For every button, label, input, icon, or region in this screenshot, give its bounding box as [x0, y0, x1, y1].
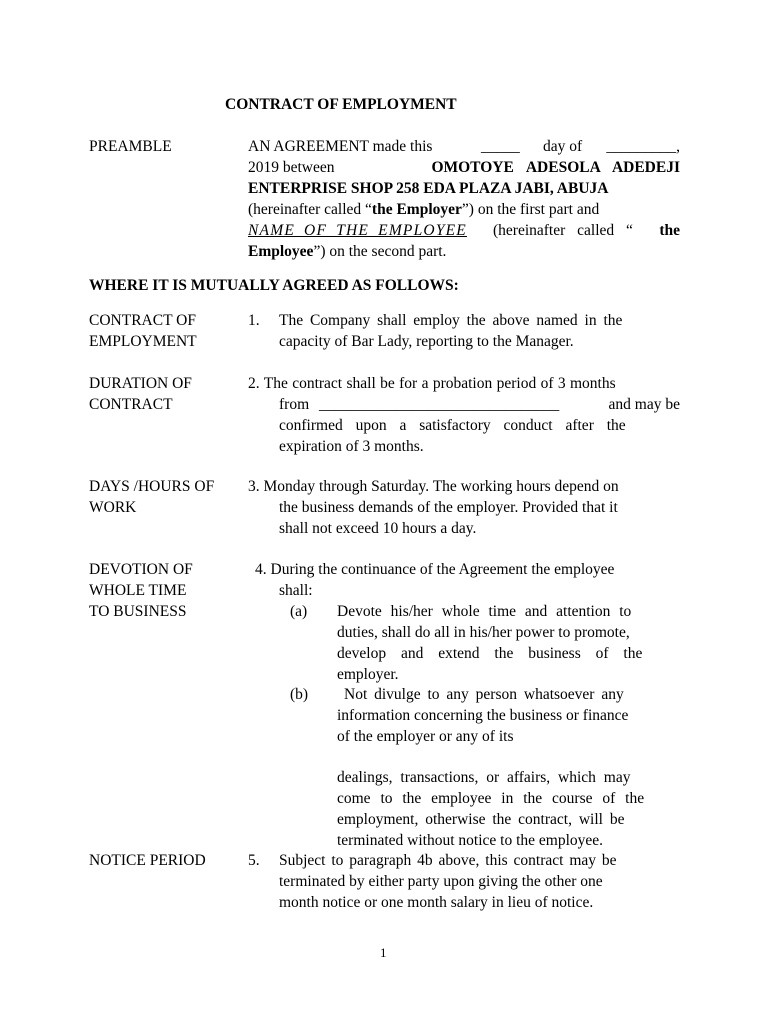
clause-5-line-1: Subject to paragraph 4b above, this contract may be	[279, 852, 617, 869]
clause-1-line-2: capacity of Bar Lady, reporting to the Manager.	[279, 333, 574, 350]
employer-name: OMOTOYE ADESOLA ADEDEJI	[431, 159, 680, 176]
employee-term: Employee	[248, 243, 314, 260]
clause-5-line-2: terminated by either party upon giving the other one	[279, 873, 603, 890]
preamble-line-4	[248, 200, 680, 220]
clause-2-line-3: confirmed upon a satisfactory conduct after the	[279, 417, 626, 434]
clause-5-line-3: month notice or one month salary in lieu of notice.	[279, 894, 594, 911]
clause-1-label: CONTRACT OF	[89, 312, 196, 329]
document-title: CONTRACT OF EMPLOYMENT	[225, 96, 457, 113]
subclause-b-line-2: information concerning the business or finance	[337, 707, 629, 724]
clause-1-number: 1.	[248, 312, 260, 329]
month-blank: _________,	[606, 138, 680, 155]
preamble-text: day of	[543, 138, 583, 155]
clause-2-line-1: 2. The contract shall be for a probation period of 3 months	[248, 375, 616, 392]
clause-5-label: NOTICE PERIOD	[89, 852, 206, 869]
clause-4-label: TO BUSINESS	[89, 603, 187, 620]
page-number: 1	[380, 945, 387, 960]
preamble-text: (hereinafter called “	[493, 222, 633, 239]
subclause-b-marker: (b)	[290, 686, 309, 703]
subclause-b-line-6: employment, otherwise the contract, will be	[337, 811, 625, 828]
preamble-line-6	[248, 242, 446, 262]
preamble-label: PREAMBLE	[89, 138, 172, 155]
subclause-b-line-7: terminated without notice to the employee.	[337, 832, 604, 849]
clause-1-line-1: The Company shall employ the above named in the	[279, 312, 623, 329]
clause-2-line-2	[279, 395, 680, 415]
subclause-a-line-3: develop and extend the business of the	[337, 645, 643, 662]
date-blank: _____	[481, 138, 520, 155]
clause-3-label: DAYS /HOURS OF	[89, 478, 215, 495]
employer-address: ENTERPRISE SHOP 258 EDA PLAZA JABI, ABUJA	[248, 180, 609, 197]
subclause-a-marker: (a)	[290, 603, 308, 620]
preamble-text: ”) on the second part.	[313, 243, 447, 260]
subclause-a-line-4: employer.	[337, 666, 399, 683]
preamble-year: 2019 between	[248, 159, 335, 176]
clause-3-label: WORK	[89, 499, 137, 516]
employer-term: the Employer	[371, 201, 462, 218]
subclause-a-line-1: Devote his/her whole time and attention to	[337, 603, 632, 620]
clause-4-label: WHOLE TIME	[89, 582, 187, 599]
subclause-b-line-3: of the employer or any of its	[337, 728, 514, 745]
start-date-blank: _______________________________	[319, 396, 560, 413]
clause-3-line-2: the business demands of the employer. Provided that it	[279, 499, 618, 516]
subclause-b-line-1: Not divulge to any person whatsoever any	[344, 686, 624, 703]
preamble-text-bold: the	[659, 222, 680, 239]
clause-2-label: DURATION OF	[89, 375, 192, 392]
preamble-line-1	[248, 137, 680, 157]
subclause-b-line-5: come to the employee in the course of the	[337, 790, 645, 807]
subclause-b-line-4: dealings, transactions, or affairs, which may	[337, 769, 631, 786]
clause-4-label: DEVOTION OF	[89, 561, 193, 578]
clause-text: from	[279, 396, 310, 413]
clause-2-line-4: expiration of 3 months.	[279, 438, 424, 455]
clause-3-line-3: shall not exceed 10 hours a day.	[279, 520, 477, 537]
preamble-text: ”) on the first part and	[461, 201, 600, 218]
clause-3-line-1: 3. Monday through Saturday. The working hours depend on	[248, 478, 619, 495]
subclause-a-line-2: duties, shall do all in his/her power to promote,	[337, 624, 630, 641]
clause-text: and may be	[608, 396, 680, 413]
clause-2-label: CONTRACT	[89, 396, 173, 413]
agreement-heading: WHERE IT IS MUTUALLY AGREED AS FOLLOWS:	[89, 277, 459, 294]
employee-name-placeholder: NAME OF THE EMPLOYEE	[248, 222, 467, 239]
preamble-line-2	[248, 158, 680, 178]
clause-4-line-1: 4. During the continuance of the Agreement the employee	[255, 561, 615, 578]
clause-5-number: 5.	[248, 852, 260, 869]
preamble-line-5	[248, 221, 680, 241]
preamble-text: AN AGREEMENT made this	[248, 138, 433, 155]
clause-1-label: EMPLOYMENT	[89, 333, 197, 350]
clause-4-line-2: shall:	[279, 582, 313, 599]
preamble-text: (hereinafter called “	[248, 201, 372, 218]
